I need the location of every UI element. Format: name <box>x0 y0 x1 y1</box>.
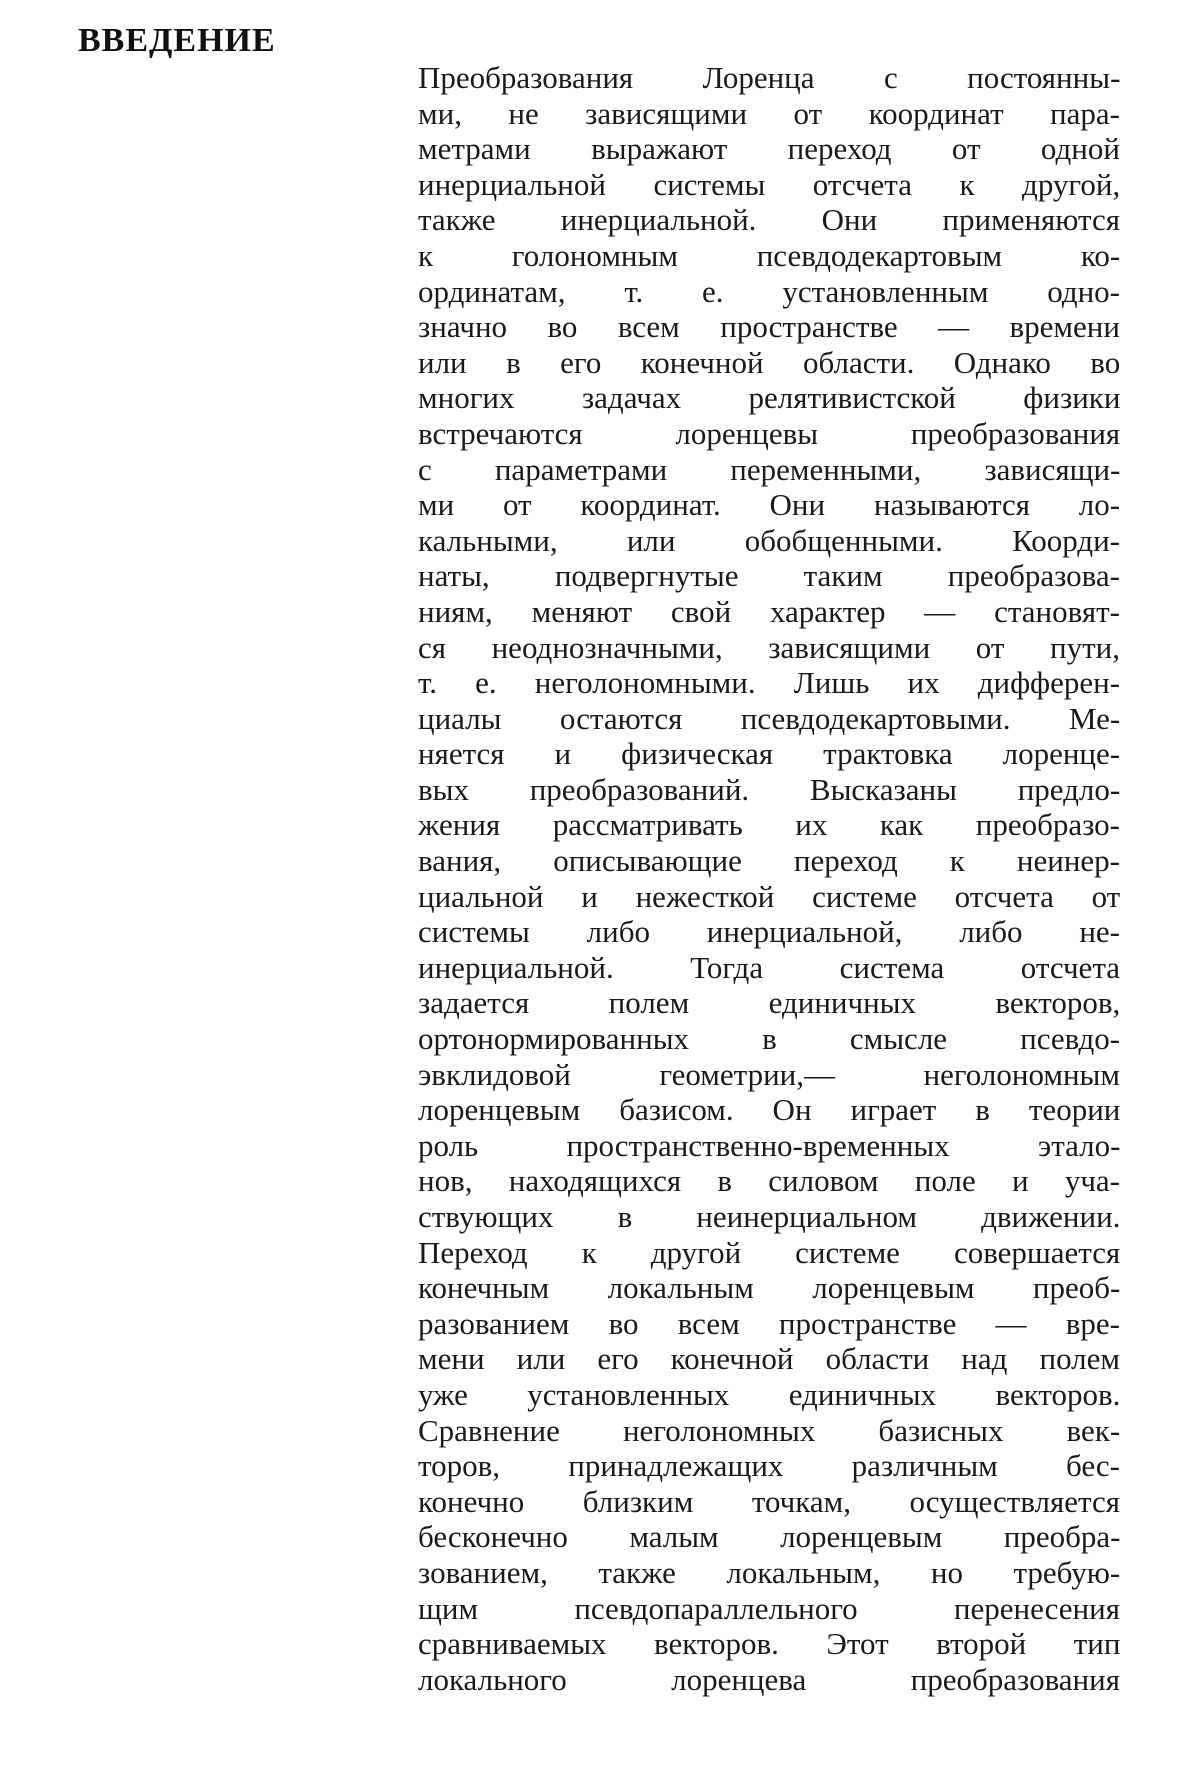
text-line: ординатам, т. е. установленным одно- <box>418 273 1120 309</box>
text-line: задается полем единичных векторов, <box>418 985 1121 1021</box>
text-line: многих задачах релятивистской физики <box>418 380 1121 416</box>
text-line: роль пространственно-временных этало- <box>418 1127 1121 1163</box>
text-line: с параметрами переменными, зависящи- <box>418 451 1121 487</box>
text-line: мени или его конечной области над полем <box>418 1341 1121 1377</box>
text-line: конечно близким точкам, осуществляется <box>418 1483 1120 1519</box>
text-line: наты, подвергнутые таким преобразова- <box>418 558 1120 594</box>
text-line: инерциальной системы отсчета к другой, <box>418 166 1121 202</box>
text-line: циальной и нежесткой системе отсчета от <box>418 878 1121 914</box>
text-line: ортонормированных в смысле псевдо- <box>418 1021 1121 1057</box>
text-line: Преобразования Лоренца с постоянны- <box>418 60 1121 95</box>
text-line: или в его конечной области. Однако во <box>418 344 1121 380</box>
text-line: нов, находящихся в силовом поле и уча- <box>418 1163 1120 1199</box>
text-line: ствующих в неинерциальном движении. <box>418 1199 1121 1234</box>
text-line: сравниваемых векторов. Этот второй тип <box>418 1626 1121 1662</box>
section-heading: ВВЕДЕНИЕ <box>78 22 276 59</box>
text-line: щим псевдопараллельного перенесения <box>418 1590 1120 1626</box>
text-line: кальными, или обобщенными. Коорди- <box>418 522 1120 558</box>
text-line: Переход к другой системе совершается <box>418 1234 1121 1270</box>
text-line: уже установленных единичных векторов. <box>418 1376 1121 1412</box>
text-line: няется и физическая трактовка лоренце- <box>418 736 1121 772</box>
text-line: бесконечно малым лоренцевым преобра- <box>418 1519 1121 1555</box>
text-line: вых преобразований. Высказаны предло- <box>418 771 1121 807</box>
text-line: метрами выражают переход от одной <box>418 131 1120 167</box>
text-line: зованием, также локальным, но требую- <box>418 1554 1121 1590</box>
text-line: циалы остаются псевдодекартовыми. Ме- <box>418 700 1121 736</box>
text-line: конечным локальным лоренцевым преоб- <box>418 1270 1121 1306</box>
text-line: эвклидовой геометрии,— неголономным <box>418 1056 1120 1092</box>
text-line: ми от координат. Они называются ло- <box>418 487 1121 523</box>
text-line: локального лоренцева преобразования <box>418 1661 1120 1697</box>
body-text-column <box>418 60 1120 1697</box>
text-line: встречаются лоренцевы преобразования <box>418 415 1121 451</box>
text-line: лоренцевым базисом. Он играет в теории <box>418 1092 1121 1128</box>
text-line: системы либо инерциальной, либо не- <box>418 914 1120 950</box>
text-line: значно во всем пространстве — времени <box>418 309 1120 345</box>
text-line: торов, принадлежащих различным бес- <box>418 1448 1120 1484</box>
text-line: ся неоднозначными, зависящими от пути, <box>418 629 1120 665</box>
text-line: также инерциальной. Они применяются <box>418 202 1120 238</box>
text-line: инерциальной. Тогда система отсчета <box>418 949 1120 985</box>
text-line: разованием во всем пространстве — вре- <box>418 1305 1120 1341</box>
text-line: т. е. неголономными. Лишь их дифферен- <box>418 665 1121 701</box>
text-line: ниям, меняют свой характер — становят- <box>418 593 1120 629</box>
text-line: вания, описывающие переход к неинер- <box>418 843 1120 879</box>
text-line: ми, не зависящими от координат пара- <box>418 95 1120 131</box>
text-line: Сравнение неголономных базисных век- <box>418 1412 1121 1448</box>
text-line: к голономным псевдодекартовым ко- <box>418 237 1121 273</box>
text-line: жения рассматривать их как преобразо- <box>418 807 1121 843</box>
